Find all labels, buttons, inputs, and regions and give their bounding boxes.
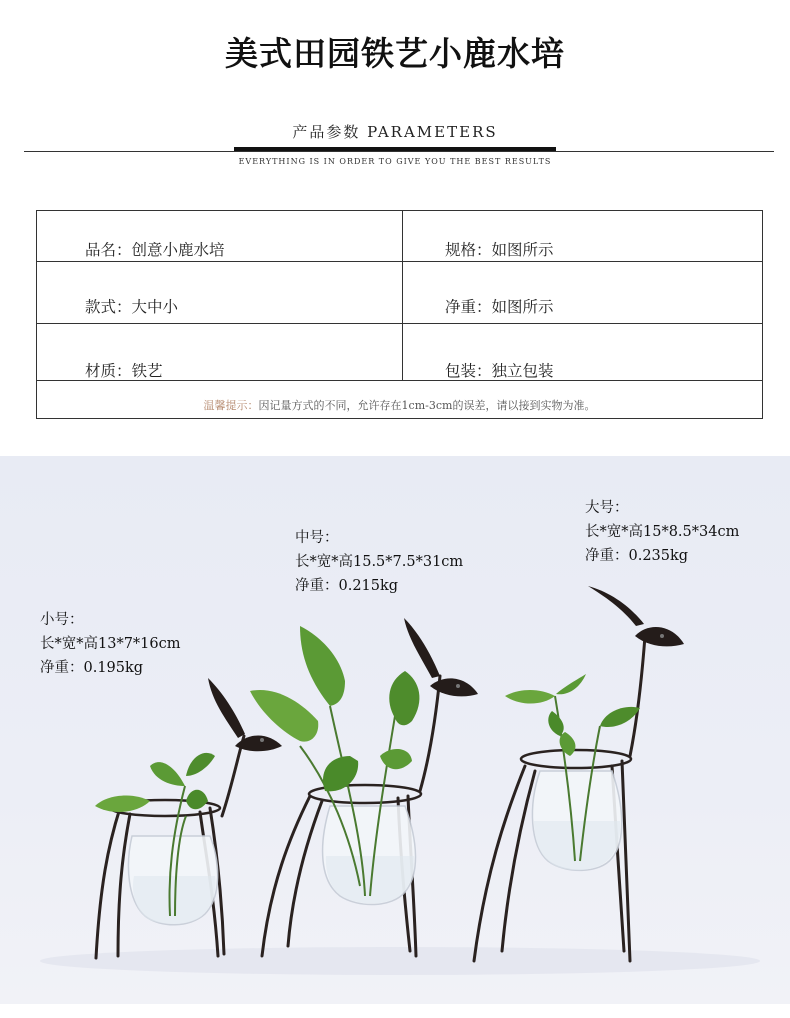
spec-name: 品名：创意小鹿水培 (85, 241, 225, 259)
small-size-dims: 长*宽*高13*7*16cm (40, 636, 181, 652)
table-row (37, 211, 762, 262)
large-size-info (585, 496, 739, 568)
table-row (37, 381, 762, 419)
page-title: 美式田园铁艺小鹿水培 (225, 34, 565, 73)
medium-size-info (295, 526, 463, 598)
large-size-weight: 净重：0.235kg (585, 548, 689, 564)
spec-size: 规格：如图所示 (445, 241, 554, 259)
small-size-weight: 净重：0.195kg (40, 660, 144, 676)
parameters-heading: 产品参数 PARAMETERS (292, 123, 498, 141)
large-deer-head (588, 586, 684, 646)
medium-size-weight: 净重：0.215kg (295, 578, 399, 594)
spec-style: 款式：大中小 (85, 298, 179, 316)
large-size-dims: 长*宽*高15*8.5*34cm (585, 524, 740, 540)
spec-table (36, 210, 763, 419)
small-size-info (40, 608, 181, 680)
table-row (37, 262, 762, 324)
small-size-label: 小号： (40, 612, 84, 628)
medium-size-dims: 长*宽*高15.5*7.5*31cm (295, 554, 464, 570)
product-photo (0, 456, 790, 1004)
large-size-label: 大号： (585, 500, 629, 516)
note-tip-label: 温馨提示： (203, 399, 259, 412)
spec-material: 材质：铁艺 (85, 362, 163, 380)
medium-size-label: 中号： (295, 530, 339, 546)
parameters-subtitle: EVERYTHING IS IN ORDER TO GIVE YOU THE BEST RESULTS (238, 157, 552, 166)
spec-packaging: 包装：独立包装 (445, 362, 554, 380)
spec-note (37, 397, 762, 413)
note-text: 因记量方式的不同，允许存在1cm-3cm的误差，请以接到实物为准。 (258, 399, 596, 412)
heading-divider (24, 151, 774, 152)
table-row (37, 324, 762, 381)
spec-net-weight: 净重：如图所示 (445, 298, 554, 316)
